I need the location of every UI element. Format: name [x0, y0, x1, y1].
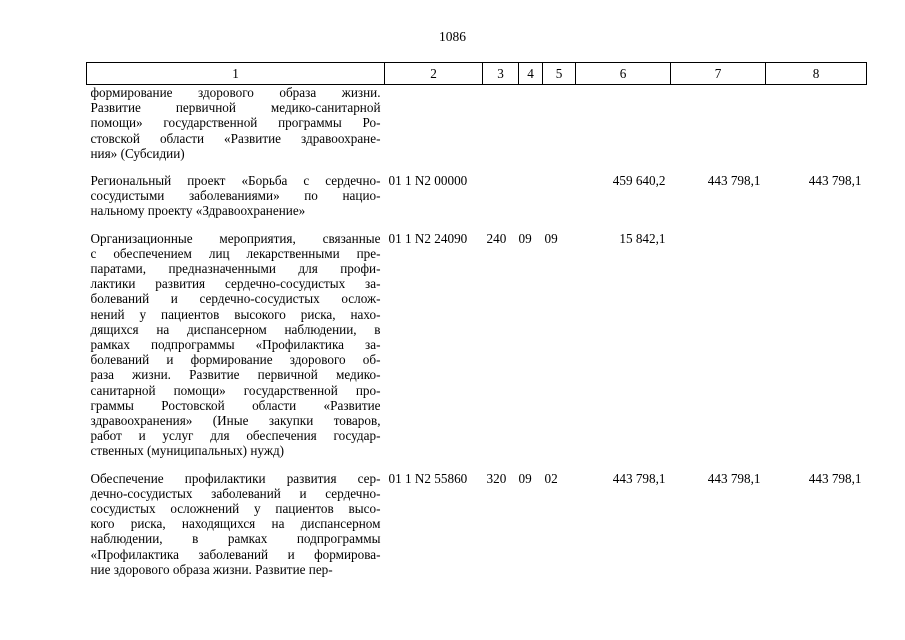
- table-row: [87, 471, 867, 577]
- row-amount-col7: [671, 231, 766, 459]
- header-col-7: 7: [671, 63, 766, 85]
- row-expense-type: 320: [486, 470, 507, 486]
- header-col-3: 3: [483, 63, 519, 85]
- description-line: граммы Ростовской области «Развитие: [90, 397, 381, 413]
- description-line: работ и услуг для обеспечения государ-: [90, 428, 381, 444]
- description-line: формирование здорового образа жизни.: [90, 85, 381, 100]
- row-expense-type: 240: [486, 230, 507, 246]
- row-amount-col6: [576, 85, 671, 162]
- description-line: сосудистыми заболеваниями» по нацио-: [90, 188, 381, 204]
- row-subsection: 02: [544, 470, 558, 486]
- row-spacer: [87, 459, 867, 471]
- description-line: здравоохранения» (Иные закупки товаров,: [90, 413, 381, 429]
- description-line: Обеспечение профилактики развития сер-: [90, 470, 381, 486]
- row-spacer: [87, 219, 867, 231]
- row-amount-col6: 459 640,2: [612, 173, 666, 189]
- row-section: 09: [518, 470, 532, 486]
- description-line: с обеспечением лиц лекарственными пре-: [90, 245, 381, 261]
- description-line: ние здорового образа жизни. Развитие пер-: [90, 561, 333, 577]
- row-amount-col7: [671, 85, 766, 162]
- description-line: сосудистых осложнений у пациентов высо-: [90, 501, 381, 517]
- description-line: дящихся на диспансерном наблюдении, в: [90, 321, 381, 337]
- row-section: [519, 173, 543, 219]
- row-amount-col6: 15 842,1: [619, 230, 666, 246]
- description-line: болеваний и сердечно-сосудистых ослож-: [90, 291, 381, 307]
- row-amount-col8: 443 798,1: [808, 173, 862, 189]
- header-col-8: 8: [766, 63, 867, 85]
- header-col-2: 2: [385, 63, 483, 85]
- row-amount-col8: [766, 231, 867, 459]
- description-line: Развитие первичной медико-санитарной: [90, 100, 381, 116]
- description-line: ственных (муниципальных) нужд): [90, 443, 285, 459]
- table-row: [87, 85, 867, 162]
- description-line: «Профилактика заболеваний и формирова-: [90, 546, 381, 562]
- row-subsection: [543, 173, 576, 219]
- row-section: [519, 85, 543, 162]
- table-header-row: [87, 63, 867, 85]
- row-target-code: 01 1 N2 00000: [388, 173, 468, 189]
- description-line: паратами, предназначенными для профи-: [90, 261, 381, 277]
- description-line: рамках подпрограммы «Профилактика за-: [90, 337, 381, 353]
- description-line: нальному проекту «Здравоохранение»: [90, 203, 306, 219]
- header-col-4: 4: [519, 63, 543, 85]
- row-amount-col8: 443 798,1: [808, 470, 862, 486]
- header-col-6: 6: [576, 63, 671, 85]
- description-line: раза жизни. Развитие первичной медико-: [90, 367, 381, 383]
- header-col-5: 5: [543, 63, 576, 85]
- row-expense-type: [483, 85, 519, 162]
- description-line: Региональный проект «Борьба с сердечно-: [90, 173, 381, 189]
- description-line: санитарной помощи» государственной про-: [90, 382, 381, 398]
- table-row: [87, 231, 867, 459]
- budget-table: [86, 62, 867, 577]
- description-line: кого риска, находящихся на диспансерном: [90, 516, 381, 532]
- description-line: нений у пациентов высокого риска, нахо-: [90, 306, 381, 322]
- row-expense-type: [483, 173, 519, 219]
- row-amount-col7: 443 798,1: [707, 470, 761, 486]
- page-number: 1086: [439, 29, 466, 44]
- description-line: Организационные мероприятия, связанные: [90, 230, 381, 246]
- row-description: [87, 85, 385, 162]
- table-row: [87, 173, 867, 219]
- row-target-code: [385, 85, 483, 162]
- description-line: дечно-сосудистых заболеваний и сердечно-: [90, 485, 381, 501]
- description-line: болеваний и формирование здорового об-: [90, 352, 381, 368]
- row-target-code: 01 1 N2 24090: [388, 230, 468, 246]
- row-description: [87, 471, 385, 577]
- header-col-1: 1: [87, 63, 385, 85]
- description-line: наблюдении, в рамках подпрограммы: [90, 531, 381, 547]
- row-subsection: 09: [544, 230, 558, 246]
- row-amount-col8: [766, 85, 867, 162]
- description-line: ния» (Субсидии): [90, 145, 185, 161]
- description-line: стовской области «Развитие здравоохране-: [90, 130, 381, 146]
- row-section: 09: [518, 230, 532, 246]
- description-line: помощи» государственной программы Ро-: [90, 115, 381, 131]
- row-description: [87, 231, 385, 459]
- description-line: лактики развития сердечно-сосудистых за-: [90, 276, 381, 292]
- row-amount-col7: 443 798,1: [707, 173, 761, 189]
- row-amount-col6: 443 798,1: [612, 470, 666, 486]
- row-spacer: [87, 161, 867, 173]
- row-target-code: 01 1 N2 55860: [388, 470, 468, 486]
- row-description: [87, 173, 385, 219]
- row-subsection: [543, 85, 576, 162]
